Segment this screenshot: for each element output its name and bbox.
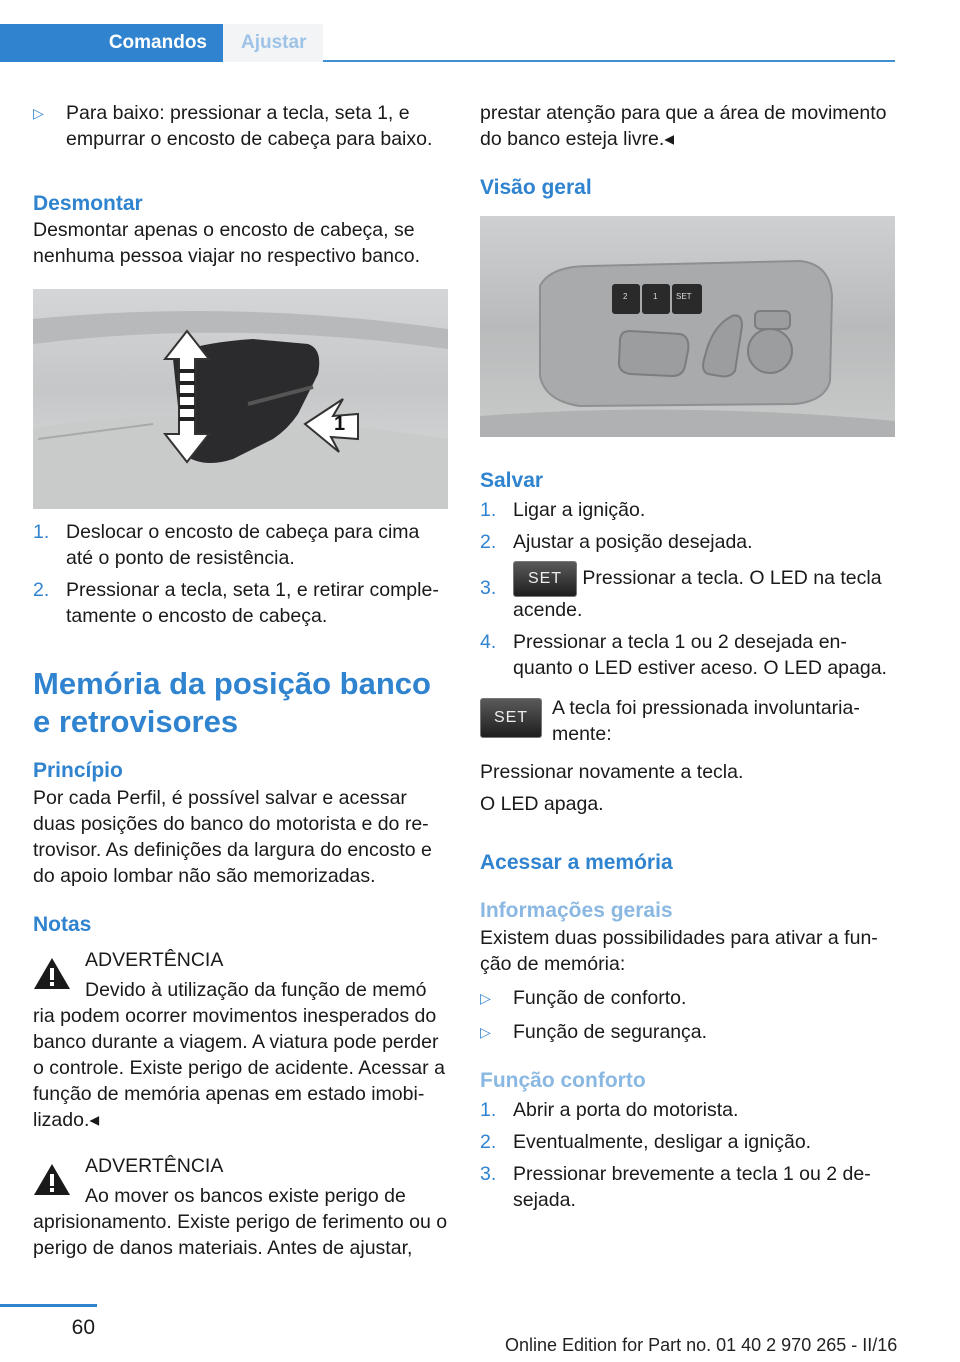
seat-panel-illustration (480, 216, 895, 437)
section-title-memoria: Memória da posição banco e retrovisores (33, 666, 431, 739)
photo-callout-label: 1 (334, 413, 346, 435)
principio-text: Por cada Perfil, é possível salvar e acessar duas posições do banco do motorista e do retrovisor. As definições da largura do encosto e do apoio lombar não são memorizadas. (33, 787, 432, 887)
steps-list (33, 519, 448, 629)
warning-block (33, 947, 448, 1003)
left-column (33, 100, 448, 1261)
set-note-text: A tecla foi pressionada involuntariamente: (552, 697, 860, 745)
list-item (480, 1019, 895, 1045)
panel-button-label: 1 (653, 292, 658, 301)
press-again-text: Pressionar novamente a tecla. (480, 761, 744, 783)
list-item (480, 561, 895, 623)
step-text: Ajustar a posição desejada. (513, 531, 753, 553)
panel-button-label: SET (676, 292, 692, 301)
bullet-text: Para baixo: pressionar a tecla, seta 1, e empurrar o encosto de cabeça para baixo. (66, 102, 433, 150)
warning-triangle-icon (33, 1163, 71, 1196)
triangle-bullet-icon: ▷ (33, 105, 44, 121)
set-note (480, 695, 895, 747)
step-text: Deslocar o encosto de cabeça para cima até o ponto de resistência. (66, 521, 420, 569)
section-title-principio: Princípio (33, 759, 123, 782)
continued-text: prestar atenção para que a área de movimento do banco esteja livre.◂ (480, 102, 887, 150)
list-item (33, 100, 448, 152)
info-text: Existem duas possibilidades para ativar a função de memória: (480, 927, 878, 975)
step-number: 2. (480, 531, 497, 553)
section-title-acessar: Acessar a memória (480, 851, 673, 874)
step-number: 1. (33, 521, 50, 543)
list-item (480, 1097, 895, 1123)
warning-block (33, 1153, 448, 1209)
headrest-photo (33, 289, 448, 509)
step-number: 4. (480, 631, 497, 653)
step-text: Pressionar a tecla. O LED na tecla acende. (513, 567, 882, 621)
list-item (480, 497, 895, 523)
triangle-bullet-icon: ▷ (480, 1024, 491, 1040)
list-item (33, 577, 448, 629)
section-title-conforto: Função conforto (480, 1069, 646, 1092)
page-number: 60 (71, 1316, 95, 1339)
bullet-text: Função de conforto. (513, 987, 687, 1009)
step-number: 2. (33, 579, 50, 601)
bullet-list (33, 100, 448, 152)
section-title-visao: Visão geral (480, 176, 592, 199)
warning-text-first: Ao mover os bancos existe perigo de (85, 1185, 406, 1207)
warning-triangle-icon (33, 957, 71, 990)
bullet-text: Função de segurança. (513, 1021, 708, 1043)
set-button-icon: SET (513, 561, 577, 597)
section-title-desmontar: Desmontar (33, 192, 143, 215)
tab-ajustar[interactable]: Ajustar (223, 24, 323, 62)
list-item (480, 1129, 895, 1155)
salvar-steps (480, 497, 895, 681)
list-item (33, 519, 448, 571)
desmontar-text: Desmontar apenas o encosto de cabeça, se nenhuma pessoa viajar no respectivo banco. (33, 219, 420, 267)
panel-button-label: 2 (623, 292, 628, 301)
step-text: Abrir a porta do motorista. (513, 1099, 739, 1121)
conforto-steps (480, 1097, 895, 1213)
step-text: Eventualmente, desligar a ignição. (513, 1131, 812, 1153)
section-title-notas: Notas (33, 913, 92, 936)
info-bullets (480, 985, 895, 1045)
list-item (480, 985, 895, 1011)
footer-rule (0, 1304, 97, 1307)
step-number: 1. (480, 1099, 497, 1121)
step-text: Pressionar brevemente a tecla 1 ou 2 desejada. (513, 1163, 871, 1211)
warning-text-rest: ria podem ocorrer movimentos inesperados do banco durante a viagem. A viatura pode perder o controle. Existe perigo de acidente. Acessar a função de memória apenas em estado imobilizado.◂ (33, 1005, 445, 1131)
section-title-info: Informações gerais (480, 899, 673, 922)
list-item (480, 529, 895, 555)
step-text: Pressionar a tecla, seta 1, e retirar completamente o encosto de cabeça. (66, 579, 439, 627)
section-title-salvar: Salvar (480, 469, 544, 492)
list-item (480, 629, 895, 681)
step-number: 1. (480, 499, 497, 521)
step-text: Ligar a ignição. (513, 499, 646, 521)
warning-text-first: Devido à utilização da função de memó (85, 979, 427, 1001)
triangle-bullet-icon: ▷ (480, 990, 491, 1006)
step-number: 3. (480, 1163, 497, 1185)
step-text: Pressionar a tecla 1 ou 2 desejada enquanto o LED estiver aceso. O LED apaga. (513, 631, 887, 679)
edition-footer: Online Edition for Part no. 01 40 2 970 265 - II/16 (505, 1335, 898, 1355)
section-tabs (0, 24, 895, 62)
step-number: 3. (480, 577, 497, 599)
right-column (480, 100, 895, 1213)
step-number: 2. (480, 1131, 497, 1153)
warning-text-rest: aprisionamento. Existe perigo de ferimento ou o perigo de danos materiais. Antes de ajustar, (33, 1211, 448, 1259)
headrest-illustration (33, 289, 448, 509)
warning-label: ADVERTÊNCIA (85, 1155, 224, 1177)
seat-panel-photo (480, 216, 895, 437)
set-button-icon: SET (480, 698, 542, 738)
tab-comandos[interactable]: Comandos (0, 24, 223, 62)
warning-label: ADVERTÊNCIA (85, 949, 224, 971)
list-item (480, 1161, 895, 1213)
led-off-text: O LED apaga. (480, 793, 604, 815)
